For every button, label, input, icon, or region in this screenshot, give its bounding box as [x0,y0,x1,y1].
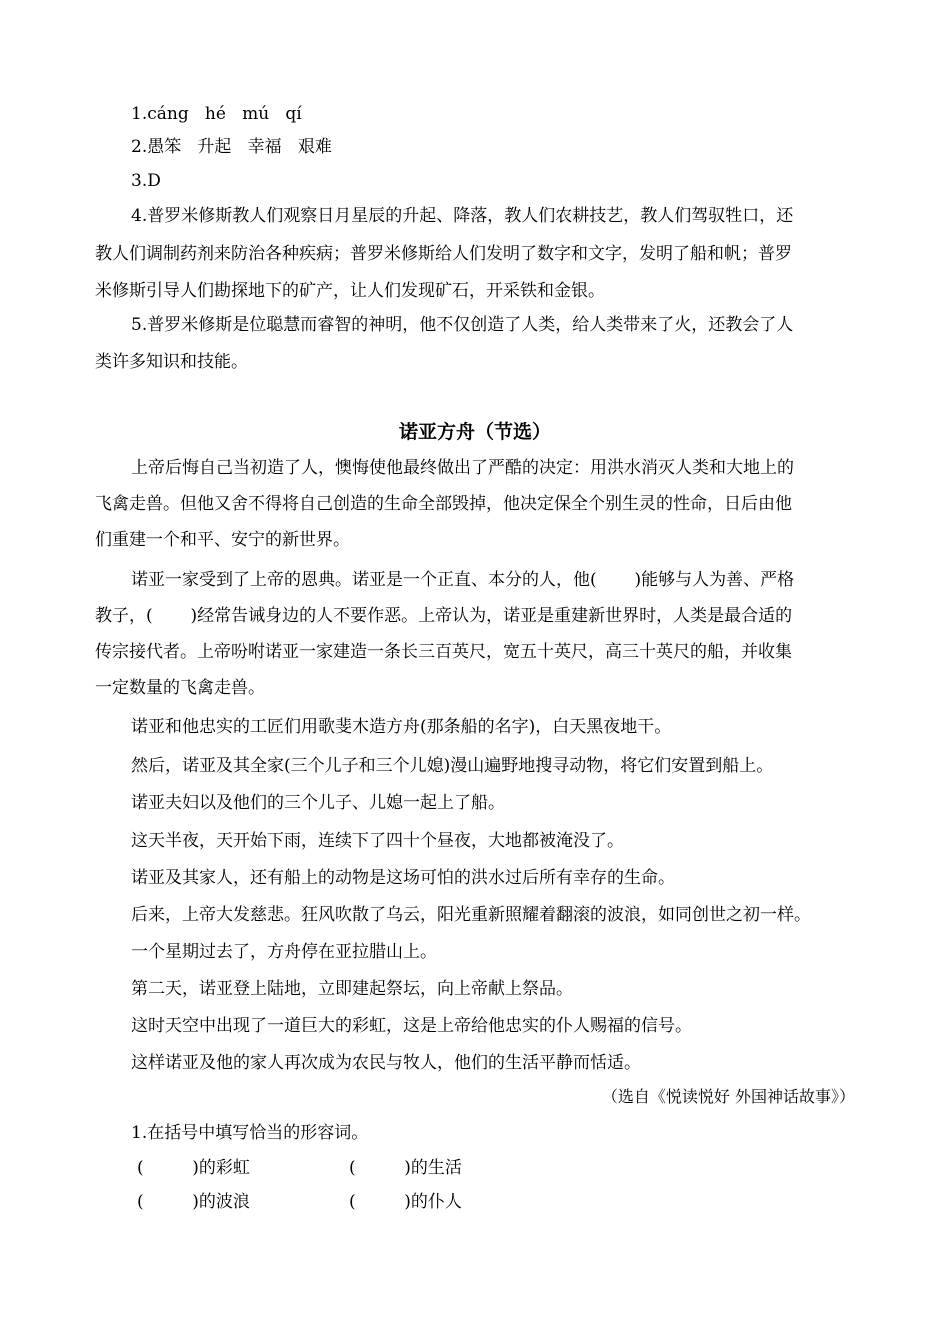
story-p6: 这天半夜，天开始下雨，连续下了四十个昼夜，大地都被淹没了。 [131,831,624,851]
story-p2-line-1: 诺亚一家受到了上帝的恩典。诺亚是一个正直、本分的人，他( )能够与人为善、严格 [131,570,795,590]
answer-4-line-2: 教人们调制药剂来防治各种疾病；普罗米修斯给人们发明了数字和文字，发明了船和帆；普罗 [95,244,792,264]
story-p12: 这样诺亚及他的家人再次成为农民与牧人，他们的生活平静而恬适。 [131,1053,641,1073]
story-p4: 然后，诺亚及其全家(三个儿子和三个儿媳)漫山遍野地搜寻动物，将它们安置到船上。 [131,756,774,776]
question-1: 1.在括号中填写恰当的形容词。 [131,1123,369,1143]
story-title: 诺亚方舟（节选） [398,421,551,443]
story-p11: 这时天空中出现了一道巨大的彩虹，这是上帝给他忠实的仆人赐福的信号。 [131,1016,692,1036]
story-p2-line-4: 一定数量的飞禽走兽。 [95,678,265,698]
story-source: （选自《悦读悦好 外国神话故事》） [601,1087,855,1106]
answer-5-line-2: 类许多知识和技能。 [95,352,248,372]
story-p8: 后来，上帝大发慈悲。狂风吹散了乌云，阳光重新照耀着翻滚的波浪，如同创世之初一样。 [131,905,811,925]
story-p2-line-3: 传宗接代者。上帝吩咐诺亚一家建造一条长三百英尺，宽五十英尺，高三十英尺的船，并收集 [95,642,792,662]
story-p9: 一个星期过去了，方舟停在亚拉腊山上。 [131,942,437,962]
story-p10: 第二天，诺亚登上陆地，立即建起祭坛，向上帝献上祭品。 [131,979,573,999]
answer-1: 1.cáng hé mú qí [131,104,302,124]
answer-4-line-1: 4.普罗米修斯教人们观察日月星辰的升起、降落，教人们农耕技艺，教人们驾驭牲口，还 [131,206,794,226]
blank-waves[interactable]: ( )的波浪 [137,1192,250,1212]
story-p1-line-2: 飞禽走兽。但他又舍不得将自己创造的生命全部毁掉，他决定保全个别生灵的性命，日后由他 [95,494,792,514]
story-p2-line-2: 教子，( )经常告诫身边的人不要作恶。上帝认为，诺亚是重建新世界时，人类是最合适的 [95,606,793,626]
answer-4-line-3: 米修斯引导人们勘探地下的矿产，让人们发现矿石，开采铁和金银。 [95,281,605,301]
blank-servant[interactable]: ( )的仆人 [349,1192,462,1212]
answer-2: 2.愚笨 升起 幸福 艰难 [131,137,332,157]
story-p3: 诺亚和他忠实的工匠们用歌斐木造方舟(那条船的名字)，白天黑夜地干。 [131,717,672,737]
blank-rainbow[interactable]: ( )的彩虹 [137,1158,250,1178]
story-p7: 诺亚及其家人，还有船上的动物是这场可怕的洪水过后所有幸存的生命。 [131,868,675,888]
blank-life[interactable]: ( )的生活 [349,1158,462,1178]
story-p5: 诺亚夫妇以及他们的三个儿子、儿媳一起上了船。 [131,793,505,813]
answer-3: 3.D [131,171,161,191]
story-p1-line-1: 上帝后悔自己当初造了人，懊悔使他最终做出了严酷的决定：用洪水消灭人类和大地上的 [131,458,794,478]
story-p1-line-3: 们重建一个和平、安宁的新世界。 [95,530,350,550]
answer-5-line-1: 5.普罗米修斯是位聪慧而睿智的神明，他不仅创造了人类，给人类带来了火，还教会了人 [131,315,794,335]
